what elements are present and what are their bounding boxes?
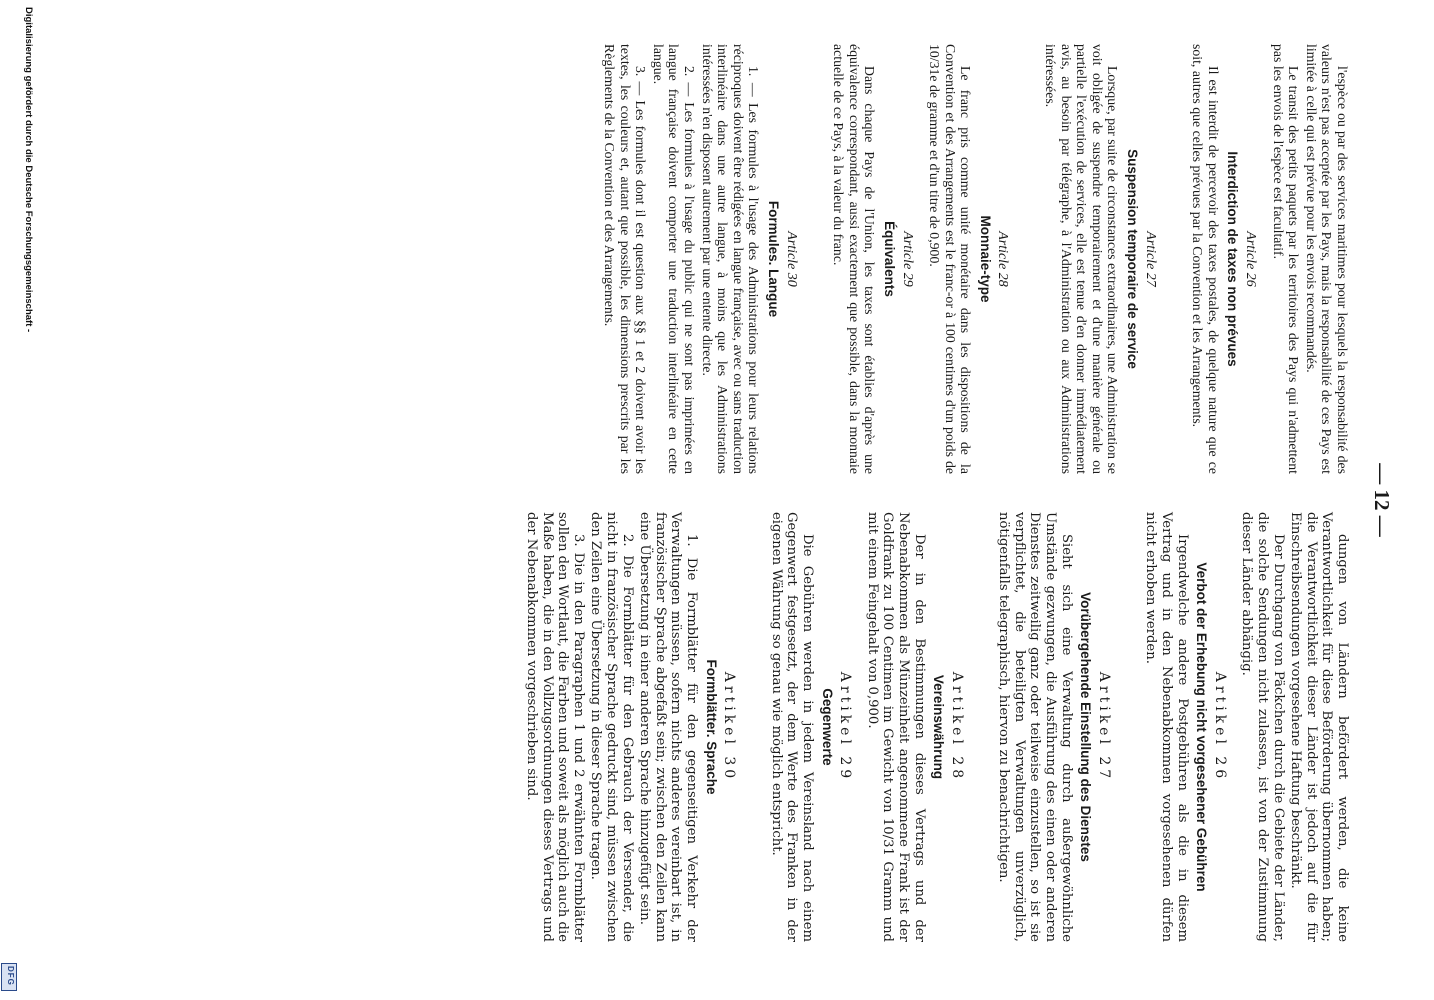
article-title: Article 30 xyxy=(783,231,799,287)
dfg-logo xyxy=(1,963,17,991)
article-paragraph: Il est interdit de percevoir des taxes postales, de quelque nature que ce soit, autres que celles prévues par la Convention et les Arrangements. xyxy=(1190,44,1221,474)
article-paragraph: 3. — Les formules dont il est question aux §§ 1 et 2 doivent avoir les textes, les couleurs et, autant que possible, les dimensions prescrits par les Règlements de la Convention et des Arrangements. xyxy=(602,44,649,474)
article-heading: Verbot der Erhebung nicht vorgesehener Gebühren xyxy=(1194,562,1210,892)
german-article-28 xyxy=(864,512,964,942)
article-paragraph: Sieht sich eine Verwaltung durch außergewöhnliche Umstände gezwungen, die Ausführung des einen oder anderen Dienstes zeitweilig ganz oder teilweise einzustellen, so ist sie verpflichtet, die beteiligten Verwaltungen unverzüglich, nötigenfalls telegraphisch, hiervon zu benachrichtigen. xyxy=(996,512,1074,942)
german-article-26 xyxy=(1143,512,1227,942)
article-heading: Formules. Langue xyxy=(765,200,781,318)
article-paragraph: 2. Die Formblätter für den Gebrauch der Versender, die nicht in französischer Sprache gedruckt sind, müssen zwischen den Zeilen eine Übersetzung in dieser Sprache tragen. xyxy=(588,512,635,942)
article-title: Article 29 xyxy=(899,231,915,287)
dfg-logo-text: DFG xyxy=(6,966,15,986)
french-intro-paragraph: l'espèce ou par des services maritimes pour lesquels la responsabilité des valeurs n'est pas acceptée par les Pays, mais la responsabilité de ces Pays est limitée à celle qui est prévue pour les envois recommandés. xyxy=(1303,44,1350,474)
article-paragraph: 2. — Les formules à l'usage du public qui ne sont pas imprimées en langue française doivent comporter une traduction interlinéaire en cette langue. xyxy=(650,44,697,474)
article-title: Artikel 29 xyxy=(837,671,854,783)
article-paragraph: Irgendwelche andere Postgebühren als die in diesem Vertrag und in den Nebenabkommen vorgesehenen dürfen nicht erhoben werden. xyxy=(1143,512,1190,942)
article-heading: Vereinswährung xyxy=(931,674,947,780)
article-paragraph: 1. — Les formules à l'usage des Administrations pour leurs relations réciproques doivent être rédigées en langue française, avec ou sans traduction interlinéaire dans une autre langue, à moins que les Administrations intéressées n'en disposent autrement par une entente directe. xyxy=(699,44,762,474)
french-intro-paragraph: Le transit des petits paquets par les territoires des Pays qui n'admettent pas les envois de l'espèce est facultatif. xyxy=(1270,44,1302,474)
german-article-29 xyxy=(768,512,852,942)
article-paragraph: 1. Die Formblätter für den gegenseitigen Verkehr der Verwaltungen müssen, sofern nichts anderes vereinbart ist, in französischer Sprache abgefaßt sein; zwischen den Zeilen kann eine Übersetzung in einer anderen Sprache hinzugefügt sein. xyxy=(637,512,699,942)
german-intro-paragraph: Der Durchgang von Päckchen durch die Gebiete der Länder, die solche Sendungen nicht zulassen, ist von der Zustimmung dieser Länder abhängig. xyxy=(1239,512,1286,942)
german-column xyxy=(521,512,1350,942)
french-article-27 xyxy=(1043,44,1158,474)
article-heading: Équivalents xyxy=(881,221,897,297)
article-paragraph: Dans chaque Pays de l'Union, les taxes sont établies d'après une équivalence correspondant, aussi exactement que possible, dans la monnaie actuelle de ce Pays, à la valeur du franc. xyxy=(831,44,878,474)
german-article-27 xyxy=(996,512,1111,942)
article-paragraph: Le franc pris comme unité monétaire dans les dispositions de la Convention et des Arrangements est le franc-or à 100 centimes d'un poids de 10/31e de gramme et d'un titre de 0,900. xyxy=(927,44,974,474)
article-paragraph: 3. Die in den Paragraphen 1 und 2 erwähnten Formblätter sollen den Wortlaut, die Farben und soweit als möglich auch die Maße haben, die in den Vollzugsordnungen dieses Vertrags und der Nebenabkommen vorgeschrieben sind. xyxy=(524,512,586,942)
article-paragraph: Der in den Bestimmungen dieses Vertrags und der Nebenabkommen als Münzeinheit angenommene Frank ist der Goldfrank zu 100 Centimen im Gewicht von 10/31 Gramm und mit einem Feingehalt von 0,900. xyxy=(864,512,927,942)
article-heading: Formblätter. Sprache xyxy=(703,659,719,795)
article-heading: Interdiction de taxes non prévues xyxy=(1225,151,1241,367)
french-article-26 xyxy=(1190,44,1258,474)
french-article-30 xyxy=(601,44,798,474)
article-paragraph: Die Gebühren werden in jedem Vereinsland nach einem Gegenwert festgesetzt, der dem Werte des Franken in der eigenen Währung so genau wie möglich entspricht. xyxy=(768,512,815,942)
french-article-29 xyxy=(831,44,915,474)
article-title: Article 28 xyxy=(995,231,1011,287)
scanned-page xyxy=(34,10,1400,990)
article-heading: Monnaie-type xyxy=(977,215,993,303)
article-heading: Gegenwerte xyxy=(819,688,835,766)
article-title: Artikel 28 xyxy=(948,671,965,783)
german-intro-paragraph: dungen von Ländern befördert werden, die keine Verantwortlichkeit für diese Beförderung übernommen haben; die Verantwortlichkeit dieser Länder ist jedoch auf die für Einschreibsendungen vorgesehene Haftung beschränkt. xyxy=(1288,512,1350,942)
article-paragraph: Lorsque, par suite de circonstances extraordinaires, une Administration se voit obligée de suspendre temporairement et d'une manière générale ou partielle l'exécution de services, elle est tenue d'en donner immédiatement avis, au besoin par télégraphe, à l'Administration ou aux Administrations intéressées. xyxy=(1043,44,1121,474)
article-title: Article 26 xyxy=(1243,231,1259,287)
credit-text: Digitalisierung gefördert durch die Deutsche Forschungsgemeinschaft - xyxy=(23,7,34,333)
article-heading: Suspension temporaire de service xyxy=(1125,149,1141,369)
german-article-30 xyxy=(523,512,736,942)
article-title: Artikel 30 xyxy=(721,671,738,783)
article-title: Artikel 26 xyxy=(1211,671,1228,783)
page-number: — 12 — xyxy=(1370,463,1394,537)
article-title: Article 27 xyxy=(1142,231,1158,287)
article-heading: Vorübergehende Einstellung des Dienstes xyxy=(1078,592,1094,862)
article-title: Artikel 27 xyxy=(1095,671,1112,783)
french-column xyxy=(599,44,1350,474)
french-article-28 xyxy=(927,44,1011,474)
